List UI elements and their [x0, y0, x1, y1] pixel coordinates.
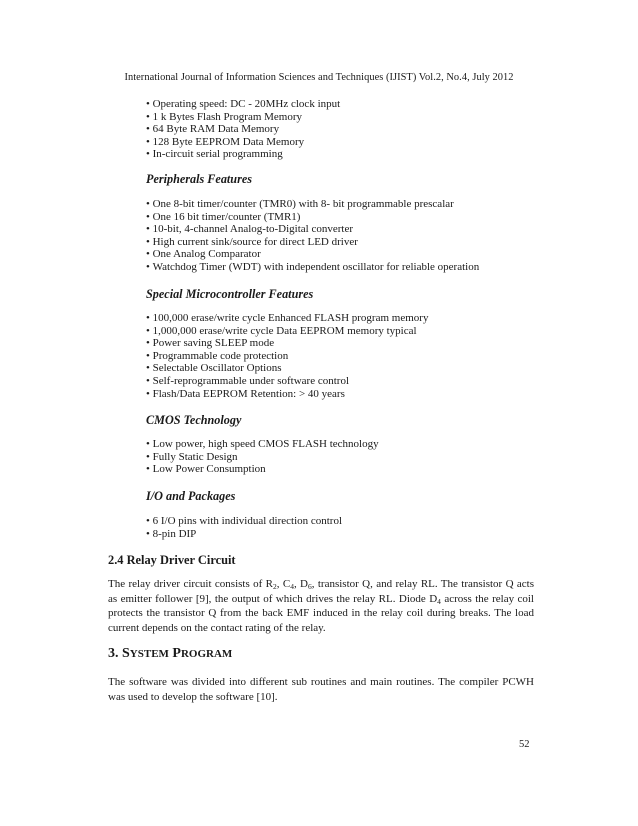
list-item: • Operating speed: DC - 20MHz clock input [146, 98, 340, 111]
subscript: 2 [272, 582, 277, 591]
list-item: • 1,000,000 erase/write cycle Data EEPROM memory typical [146, 325, 428, 338]
list-item: • High current sink/source for direct LED driver [146, 236, 479, 249]
list-item: • 64 Byte RAM Data Memory [146, 123, 340, 136]
list-item: • One Analog Comparator [146, 248, 479, 261]
list-item: • Fully Static Design [146, 451, 379, 464]
heading-text: P [172, 646, 181, 661]
heading-text: S [122, 646, 130, 661]
list-item: • Programmable code protection [146, 350, 428, 363]
list-item: • 6 I/O pins with individual direction control [146, 515, 342, 528]
paragraph-text: The relay driver circuit consists of R [108, 578, 273, 590]
list-item: • Flash/Data EEPROM Retention: > 40 years [146, 388, 428, 401]
paragraph-text: , D [293, 578, 308, 590]
paragraph-text: , C [276, 578, 291, 590]
page-number: 52 [519, 739, 530, 750]
list-item: • Low Power Consumption [146, 463, 379, 476]
list-item: • 8-pin DIP [146, 528, 342, 541]
special-features-heading: Special Microcontroller Features [146, 287, 314, 301]
heading-text: ROGRAM [180, 648, 233, 660]
io-heading: I/O and Packages [146, 489, 236, 503]
paragraph-text: , transistor Q, and relay RL. The transistor Q acts as emitter follower [9], the output of which drives the relay RL. Diode D [108, 578, 534, 605]
list-item: • 100,000 erase/write cycle Enhanced FLASH program memory [146, 312, 428, 325]
peripherals-heading: Peripherals Features [146, 172, 252, 186]
list-item: • 1 k Bytes Flash Program Memory [146, 111, 340, 124]
paragraph-text: across the relay coil protects the transistor Q from the back EMF induced in the relay coil during breaks. The load current depends on the contact rating of the relay. [108, 592, 534, 634]
section-heading-system-program [108, 646, 232, 662]
list-item: • One 16 bit timer/counter (TMR1) [146, 211, 479, 224]
special-features-list [146, 312, 428, 400]
list-item: • One 8-bit timer/counter (TMR0) with 8- bit programmable prescalar [146, 198, 479, 211]
list-item: • 128 Byte EEPROM Data Memory [146, 136, 340, 149]
list-item: • Low power, high speed CMOS FLASH technology [146, 438, 379, 451]
io-list [146, 515, 342, 540]
section-heading: 2.4 Relay Driver Circuit [108, 553, 236, 567]
peripherals-list [146, 198, 479, 274]
subscript: 4 [290, 582, 294, 591]
relay-paragraph [108, 577, 534, 635]
heading-text: YSTEM [129, 648, 169, 660]
list-item: • Watchdog Timer (WDT) with independent oscillator for reliable operation [146, 261, 479, 274]
list-item: • 10-bit, 4-channel Analog-to-Digital converter [146, 223, 479, 236]
list-item: • Selectable Oscillator Options [146, 362, 428, 375]
system-program-paragraph: The software was divided into different sub routines and main routines. The compiler PCWH was used to develop the software [10]. [108, 676, 534, 703]
list-item: • Self-reprogrammable under software control [146, 375, 428, 388]
features-list [146, 98, 340, 161]
subscript: 6 [308, 582, 312, 591]
cmos-list [146, 438, 379, 476]
subscript: 4 [437, 596, 441, 606]
section-number: 3. [108, 646, 119, 661]
list-item: • In-circuit serial programming [146, 148, 340, 161]
list-item: • Power saving SLEEP mode [146, 337, 428, 350]
running-header: International Journal of Information Sciences and Techniques (IJIST) Vol.2, No.4, July 2012 [124, 72, 514, 83]
cmos-heading: CMOS Technology [146, 413, 242, 427]
